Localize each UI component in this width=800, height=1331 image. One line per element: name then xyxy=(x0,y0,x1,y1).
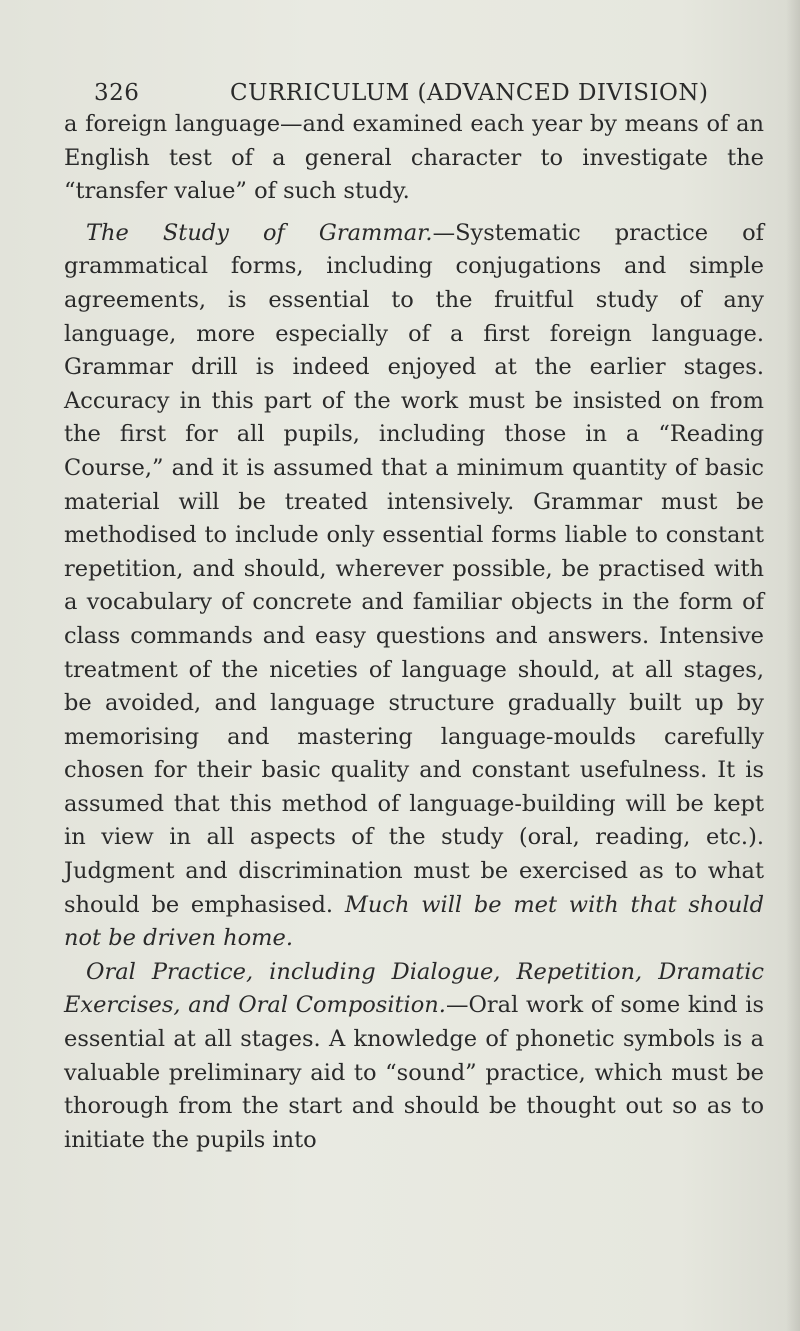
paragraph-text: a foreign language—and examined each year by means of an English test of a general character to investigate the “transfer value” of such study. xyxy=(64,111,764,205)
paragraph-continuation xyxy=(64,108,764,209)
paragraph-text: —Systematic practice of grammatical forms, including conjugations and simple agreements, is essential to the fruitful study of any language, more especially of a first foreign language. Grammar drill is indeed enjoyed at the earlier stages. Accuracy in this part of the work must be insisted on from the first for all pupils, including those in a “Reading Course,” and it is assumed that a minimum quantity of basic material will be treated intensively. Grammar must be methodised to include only essential forms liable to constant repetition, and should, wherever possible, be practised with a vocabulary of concrete and familiar objects in the form of class commands and easy questions and answers. Intensive treatment of the niceties of language should, at all stages, be avoided, and language structure gradually built up by memorising and mastering language-moulds carefully chosen for their basic quality and constant usefulness. It is assumed that this method of language-building will be kept in view in all aspects of the study (oral, reading, etc.). Judgment and discrimination must be exercised as to what should be emphasised. xyxy=(64,219,765,918)
section-heading-oral-practice: Oral Practice, including Dialogue, Repetition, Dramatic Exercises, and Oral Composition. xyxy=(64,958,764,1019)
paragraph-grammar xyxy=(64,217,764,956)
emphasis-text: Much will be met with that should not be driven home. xyxy=(64,891,764,952)
running-head: CURRICULUM (ADVANCED DIVISION) xyxy=(230,80,709,106)
paragraph-oral-practice xyxy=(64,956,764,1158)
section-heading-grammar: The Study of Grammar. xyxy=(86,219,433,246)
paragraph-text: —Oral work of some kind is essential at all stages. A knowledge of phonetic symbols is a valuable preliminary aid to “sound” practice, which must be thorough from the start and should be thought out so as to initiate the pupils into xyxy=(64,992,764,1153)
body-text xyxy=(64,108,764,1157)
page-edge-shadow xyxy=(786,0,800,1331)
page-number: 326 xyxy=(94,80,140,106)
